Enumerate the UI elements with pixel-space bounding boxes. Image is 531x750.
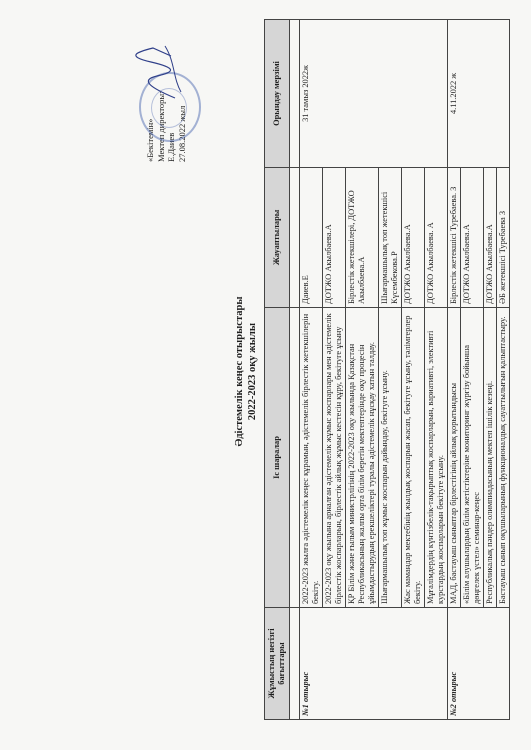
deadline-cell: 31 тамыз 2022ж (300, 20, 448, 168)
approval-block (145, 22, 187, 162)
meetings-table (264, 19, 510, 720)
document-title (233, 19, 259, 724)
responsible-cell: Шығармашылық топ жетекшісі Күсембекова.Р (379, 168, 402, 308)
document-page (141, 19, 531, 724)
table-row (300, 20, 323, 720)
task-cell: Жас мамандар мектебінің жылдық жоспарын жасап, бекітуге ұсыну, тәлімгерлер бекіту. (402, 308, 425, 608)
table-row (448, 20, 461, 720)
responsible-cell: ӘБ жетекшісі Туребаева З (497, 168, 510, 308)
task-cell: Мұғалімдердің күнтізбелік-тақырыптық жоспарларын, вариативті, элективті курстардың жоспарларын бекітуге ұсыну. (425, 308, 448, 608)
responsible-cell: ДОТЖО Акылбаева.А (323, 168, 346, 308)
approval-line-2: Мектеп директоры: (155, 91, 166, 162)
deadline-cell: 4.11.2022 ж (448, 20, 510, 168)
responsible-cell: ДОТЖО Акылбаева.А (402, 168, 425, 308)
responsible-cell: ДОТЖО Акылбаева.А (484, 168, 497, 308)
header-activities: Іс шаралар (265, 308, 290, 608)
task-cell: 2022-2023 жылға әдістемелік кеңес құрамын, әдістемелік бірлестік жетекшілерін бекіту. (300, 308, 323, 608)
responsible-cell: ДОТЖО Акылбаева.А (461, 168, 484, 308)
task-cell: Республикалық пәндер олимпиадасының мектеп ішілік кезеңі. (484, 308, 497, 608)
task-cell: «Білім алушылардың білім жетістіктеріне мониторинг жүргізу бойынша дөңгелек үстел» семинар-кеңес (461, 308, 484, 608)
responsible-cell: Бірлестік жетекшілері, ДОТЖО Акылбаева.А (346, 168, 379, 308)
title-line-1: Әдістемелік кеңес отырыстары (234, 296, 245, 447)
task-cell: Шығармашылық топ жұмыс жоспарын дайындау, бекітуге ұсыну. (379, 308, 402, 608)
table-header-row (265, 20, 290, 720)
responsible-cell: Даиев.Е (300, 168, 323, 308)
director-signature (131, 42, 191, 102)
table-spacer-row (290, 20, 300, 720)
task-cell: ҚР Білім және ғылым министрлігінің 2022-2023 оқу жылында Қазақстан Республикасының жалпы орта білім беретін мектептерінде оқу процесін ұйымдастырудың ерекшеліктері туралы әдістемелік нұсқау хатын талдау. (346, 308, 379, 608)
responsible-cell: ДОТЖО Акылбаева. А (425, 168, 448, 308)
section-label: №2 отырыс (448, 608, 510, 720)
task-cell: МАД, бастауыш сыныптар бірлестігінің айлық қорытындысы (448, 308, 461, 608)
section-label: №1 отырыс (300, 608, 448, 720)
header-directions: Жұмыстың негізгі бағыттары (265, 608, 290, 720)
approval-line-3: Е.Даиев (166, 132, 176, 162)
approval-line-4: 27.08.2022 жыл (176, 105, 187, 162)
approval-line-1: «Бекітемін» (145, 118, 155, 162)
title-line-2: 2022-2023 оқу жылы (247, 322, 258, 421)
task-cell: 2022-2023 оқу жылына арналған әдістемелік жұмыс жоспарлары мен әдістемелік бірлестік жоспарларын, бірлестік айлық жұмыс кестесін құру, бекітуге ұсыну (323, 308, 346, 608)
task-cell: Бастауыш сынып оқушыларының функционалдық сауаттылығын қалыптастыру. (497, 308, 510, 608)
header-deadline: Орындау мерзімі (265, 20, 290, 168)
responsible-cell: Бірлестік жетекшісі Туребаева. З (448, 168, 461, 308)
header-responsible: Жауаптылары (265, 168, 290, 308)
